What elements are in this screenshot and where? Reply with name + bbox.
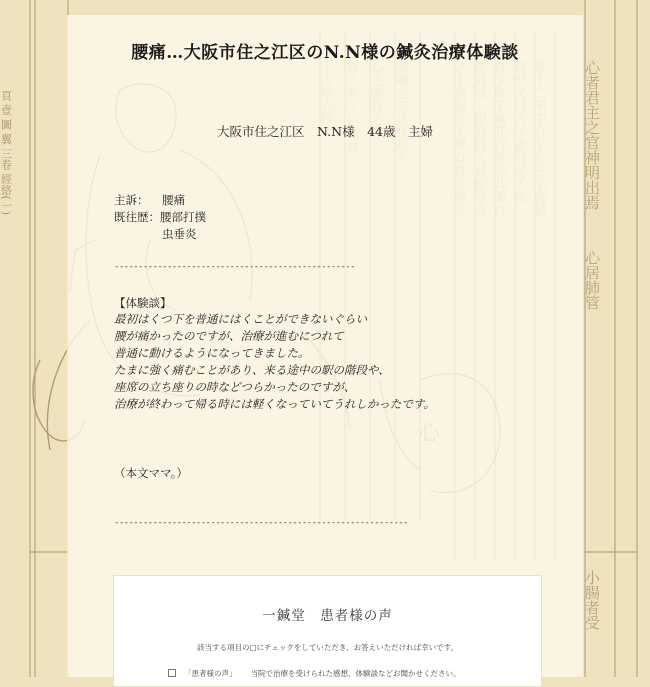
voice-card-instruction: 該当する項目の□にチェックをしていただき、お答えいただければ幸いです。 — [197, 643, 458, 652]
chief-complaint-value: 腰痛 — [162, 193, 186, 207]
patient-voice-card — [113, 575, 542, 687]
history-value-2: 虫垂炎 — [162, 227, 197, 241]
testimony-line: 座席の立ち座りの時などつらかったのですが、 — [114, 380, 356, 394]
divider-short: -------------------------------------------------- — [114, 262, 355, 272]
patient-subtitle: 大阪市住之江区 N.N様 44歳 主婦 — [217, 124, 433, 139]
testimony-line: 最初はくつ下を普通にはくことができないぐらい — [114, 312, 367, 326]
background-header-text2: 心居肺管 — [583, 250, 601, 310]
history-label: 既往歴： — [114, 210, 160, 224]
svg-text:頁 壹 圖 翼 三卷 經絡(一): 頁 壹 圖 翼 三卷 經絡(一) — [0, 90, 13, 216]
testimony-line: 治療が終わって帰る時には軽くなっていてうれしかったです。 — [114, 397, 435, 411]
chief-complaint-label: 主訴： — [114, 193, 149, 207]
divider-long: ------------------------------------------------------------- — [114, 518, 408, 528]
chief-complaint — [114, 192, 185, 208]
background-header-text: 心者君主之官神明出焉 — [583, 60, 601, 210]
testimony-line: たまに強く痛むことがあり、来る途中の駅の階段や、 — [114, 363, 390, 377]
history-value-1: 腰部打撲 — [160, 210, 206, 224]
page-title: 腰痛…大阪市住之江区のN.N様の鍼灸治療体験談 — [131, 43, 519, 63]
voice-card-title: 一鍼堂 患者様の声 — [262, 608, 393, 624]
testimony-line: 腰が痛かったのですが、治療が進むにつれて — [114, 329, 344, 343]
history — [114, 209, 206, 225]
voice-checkbox-row — [168, 668, 461, 679]
background-small-intestine-text: 小腸者受 — [583, 570, 601, 630]
testimony-note: （本文ママ。） — [114, 466, 189, 480]
voice-checkbox-desc: 当院で治療を受けられた感想、体験談などお聞かせください。 — [250, 669, 461, 678]
testimony-line: 普通に動けるようになってきました。 — [114, 346, 310, 360]
voice-checkbox[interactable] — [168, 669, 176, 677]
voice-checkbox-label: 「患者様の声」 — [184, 669, 237, 678]
testimony-heading: 【体験談】 — [114, 296, 172, 310]
